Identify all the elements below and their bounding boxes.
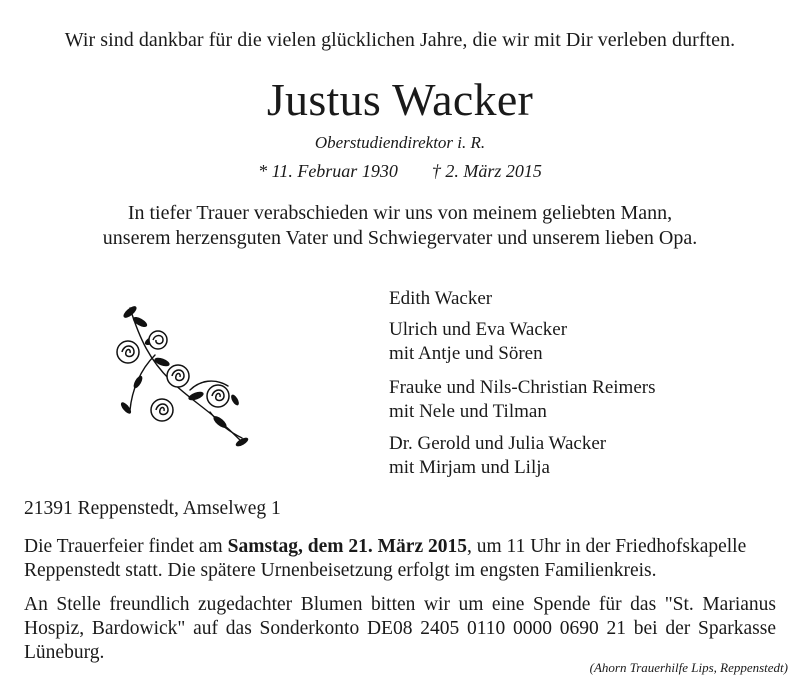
rose-icon xyxy=(167,365,189,387)
family-line: mit Nele und Tilman xyxy=(389,401,547,422)
intro-line-2: unserem herzensguten Vater und Schwiegervater und unserem lieben Opa. xyxy=(102,227,698,249)
family-entry-3 xyxy=(389,376,656,424)
donation-notice: An Stelle freundlich zugedachter Blumen bitten wir um eine Spende für das "St. Marianus Hospiz, Bardowick" auf das Sonderkonto DE08 2405 0110 0000 0690 21 bei der Sparkasse Lüneburg. xyxy=(24,594,776,663)
funeral-home-credit: (Ahorn Trauerhilfe Lips, Reppenstedt) xyxy=(589,660,788,675)
intro-line-1: In tiefer Trauer verabschieden wir uns von meinem geliebten Mann, xyxy=(127,202,673,224)
motto: Wir sind dankbar für die vielen glücklichen Jahre, die wir mit Dir verleben durften. xyxy=(64,29,736,51)
death-date: † 2. März 2015 xyxy=(431,161,542,181)
deceased-title: Oberstudiendirektor i. R. xyxy=(314,133,486,152)
rose-icon xyxy=(151,399,173,421)
family-line: Ulrich und Eva Wacker xyxy=(389,319,568,340)
roses-branch-icon xyxy=(100,300,260,450)
family-line: Edith Wacker xyxy=(389,288,493,309)
family-entry-2 xyxy=(389,318,567,366)
family-line: Dr. Gerold und Julia Wacker xyxy=(389,433,607,454)
family-entry-1 xyxy=(389,287,492,311)
service-text-pre: Die Trauerfeier findet am xyxy=(24,536,228,557)
birth-date: * 11. Februar 1930 xyxy=(258,161,398,181)
rose-icon xyxy=(149,331,167,349)
deceased-name: Justus Wacker xyxy=(266,74,534,125)
family-line: mit Mirjam und Lilja xyxy=(389,457,550,478)
family-entry-4 xyxy=(389,432,606,480)
service-notice xyxy=(24,535,776,583)
life-dates xyxy=(0,161,800,182)
rose-icon xyxy=(207,385,229,407)
address: 21391 Reppenstedt, Amselweg 1 xyxy=(24,498,281,519)
rose-icon xyxy=(117,341,139,363)
service-date: Samstag, dem 21. März 2015 xyxy=(227,536,467,557)
family-line: mit Antje und Sören xyxy=(389,343,543,364)
service-text-post: , um 11 Uhr in der Friedhofskapelle Reppenstedt statt. Die spätere Urnenbeisetzung erfolgt im engsten Familienkreis. xyxy=(24,536,747,581)
family-line: Frauke und Nils-Christian Reimers xyxy=(389,377,656,398)
